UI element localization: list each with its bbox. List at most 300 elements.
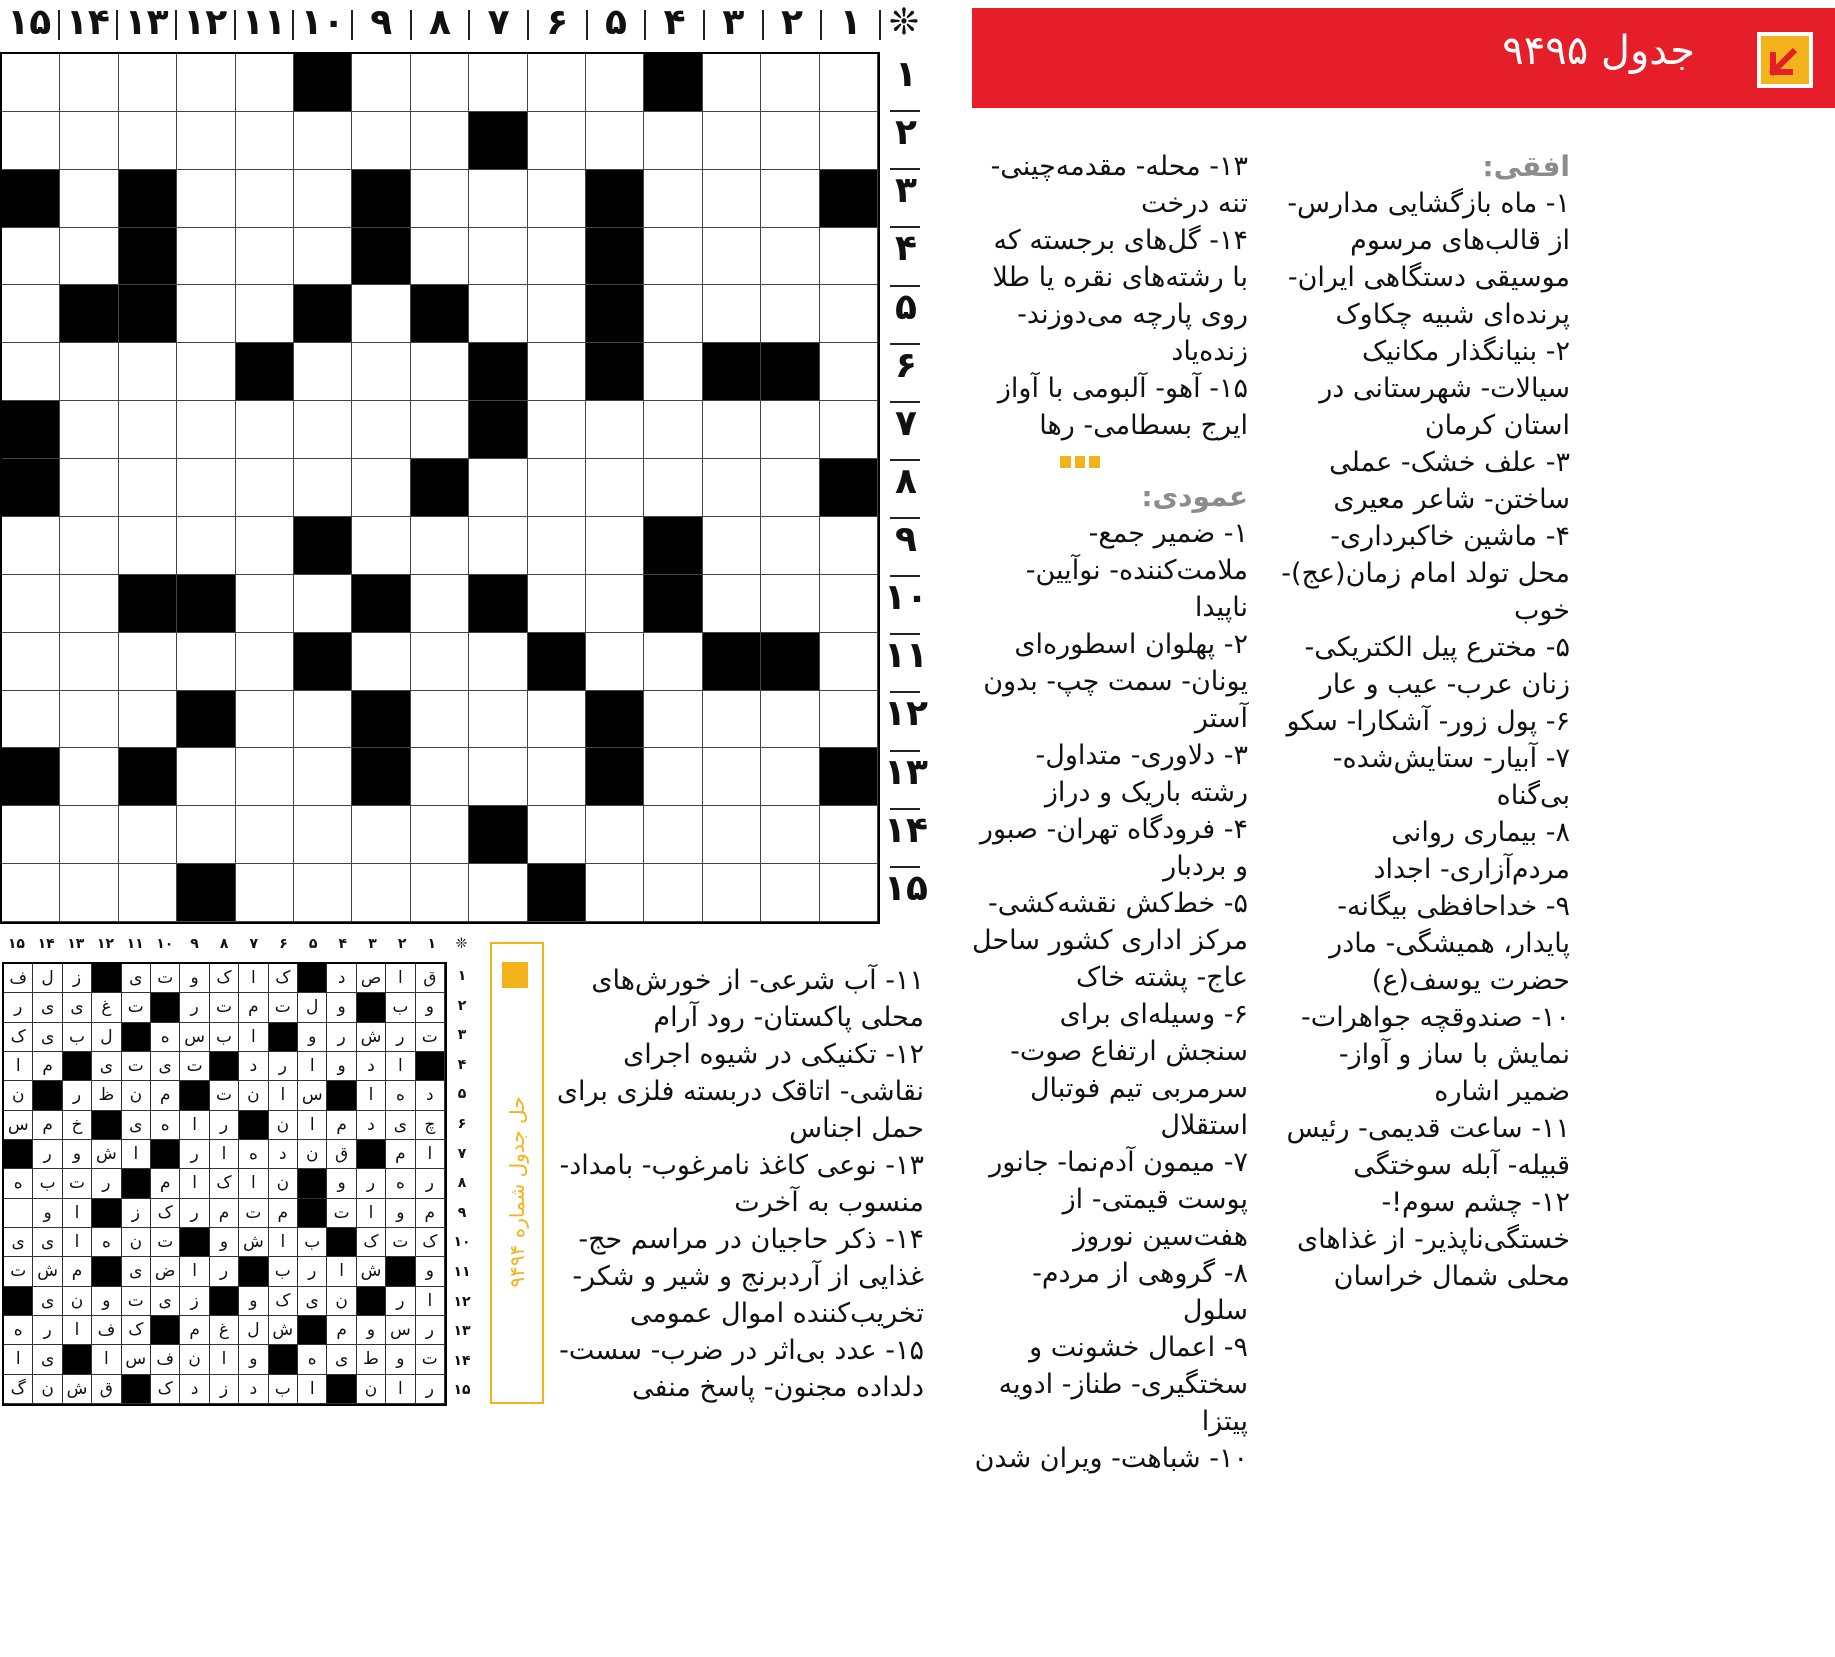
solution-cell: و [416,993,445,1022]
solution-cell: ن [239,1081,268,1110]
grid-cell[interactable] [820,401,878,459]
black-cell [352,228,410,286]
grid-cell[interactable] [2,864,60,922]
grid-cell[interactable] [60,691,118,749]
column-number: ۸ [219,936,229,952]
grid-cell[interactable] [703,575,761,633]
grid-cell[interactable] [586,459,644,517]
grid-cell[interactable] [2,517,60,575]
black-cell [703,633,761,691]
grid-cell[interactable] [528,517,586,575]
grid-cell[interactable] [411,517,469,575]
grid-cell[interactable] [703,170,761,228]
grid-cell[interactable] [352,343,410,401]
grid-cell[interactable] [469,285,527,343]
grid-cell[interactable] [528,228,586,286]
grid-cell[interactable] [411,54,469,112]
solution-black-cell [151,1140,180,1169]
grid-cell[interactable] [411,633,469,691]
grid-cell[interactable] [60,228,118,286]
grid-cell[interactable] [469,170,527,228]
solution-cell: ت [180,1052,209,1081]
grid-cell[interactable] [528,459,586,517]
black-cell [644,54,702,112]
grid-cell[interactable] [528,401,586,459]
black-cell [528,633,586,691]
grid-cell[interactable] [761,228,819,286]
grid-cell[interactable] [703,517,761,575]
solution-cell: ی [386,1111,415,1140]
solution-cell: م [33,1052,62,1081]
grid-cell[interactable] [761,459,819,517]
grid-cell[interactable] [703,691,761,749]
grid-cell[interactable] [411,806,469,864]
grid-cell[interactable] [119,343,177,401]
grid-cell[interactable] [469,54,527,112]
grid-cell[interactable] [177,170,235,228]
grid-cell[interactable] [528,285,586,343]
solution-black-cell [4,1287,33,1316]
row-number: ۱۰ [884,577,928,619]
grid-cell[interactable] [60,459,118,517]
grid-cell[interactable] [177,459,235,517]
grid-cell[interactable] [644,112,702,170]
grid-cell[interactable] [119,517,177,575]
grid-cell[interactable] [236,748,294,806]
grid-cell[interactable] [2,633,60,691]
grid-cell[interactable] [820,285,878,343]
grid-cell[interactable] [644,228,702,286]
grid-cell[interactable] [761,575,819,633]
grid-cell[interactable] [60,401,118,459]
grid-cell[interactable] [177,228,235,286]
black-cell [644,517,702,575]
solution-cell: ل [298,993,327,1022]
grid-cell[interactable] [236,517,294,575]
down-clue: ۷- میمون آدم‌نما- جانور پوست قیمتی- از هفت‌سین نوروز [989,1147,1248,1252]
grid-cell[interactable] [60,170,118,228]
grid-cell[interactable] [528,343,586,401]
solution-cell: ی [33,1287,62,1316]
grid-cell[interactable] [177,54,235,112]
solution-black-cell [180,1081,209,1110]
grid-cell[interactable] [352,459,410,517]
across-clue: ۸- بیماری روانی مردم‌آزاری- اجداد [1373,817,1570,885]
grid-cell[interactable] [703,228,761,286]
solution-cell: س [298,1081,327,1110]
solution-label: حل جدول شماره ۹۴۹۴ [505,1096,529,1288]
solution-cell: ا [180,1111,209,1140]
grid-cell[interactable] [586,112,644,170]
down-clue: ۴- فرودگاه تهران- صبور و بردبار [979,814,1248,882]
grid-cell[interactable] [411,864,469,922]
grid-cell[interactable] [119,54,177,112]
black-cell [119,748,177,806]
solution-cell: ا [180,1169,209,1198]
grid-cell[interactable] [761,517,819,575]
solution-cell: د [239,1375,268,1404]
grid-cell[interactable] [177,633,235,691]
grid-cell[interactable] [411,228,469,286]
grid-cell[interactable] [2,343,60,401]
grid-cell[interactable] [60,54,118,112]
solution-black-cell [180,1228,209,1257]
grid-cell[interactable] [352,517,410,575]
grid-cell[interactable] [703,748,761,806]
row-number: ۷ [457,1145,467,1162]
black-cell [236,343,294,401]
grid-cell[interactable] [119,691,177,749]
solution-cell: ن [33,1375,62,1404]
grid-cell[interactable] [586,633,644,691]
solution-black-cell [357,1287,386,1316]
grid-cell[interactable] [761,864,819,922]
newspaper-logo-icon [502,962,528,988]
solution-black-cell [327,1081,356,1110]
grid-cell[interactable] [703,112,761,170]
grid-cell[interactable] [352,112,410,170]
grid-cell[interactable] [644,343,702,401]
grid-cell[interactable] [411,401,469,459]
grid-cell[interactable] [60,343,118,401]
row-number: ۸ [895,460,917,502]
column-number: ۱۰ [156,936,174,952]
black-cell [469,112,527,170]
grid-cell[interactable] [119,401,177,459]
grid-cell[interactable] [528,806,586,864]
solution-cell: ت [239,1199,268,1228]
across-clue: ۱۵- آهو- آلبومی با آواز ایرج بسطامی- رها [997,373,1248,441]
solution-cell: ر [4,993,33,1022]
grid-cell[interactable] [119,112,177,170]
grid-cell[interactable] [469,228,527,286]
across-heading: افقی: [1482,150,1570,183]
solution-cell: ی [63,993,92,1022]
black-cell [2,401,60,459]
grid-cell[interactable] [528,748,586,806]
grid-cell[interactable] [411,343,469,401]
solution-cell: ی [92,1052,121,1081]
row-number: ۶ [457,1116,467,1132]
grid-cell[interactable] [644,285,702,343]
grid-cell[interactable] [411,170,469,228]
grid-cell[interactable] [469,633,527,691]
row-number: ۱۲ [453,1293,471,1310]
solution-cell: ا [298,1375,327,1404]
black-cell [177,864,235,922]
grid-cell[interactable] [236,633,294,691]
grid-cell[interactable] [644,864,702,922]
grid-cell[interactable] [60,112,118,170]
solution-cell: ب [269,1375,298,1404]
grid-cell[interactable] [177,517,235,575]
down-clue: ۱- ضمیر جمع- ملامت‌کننده- نوآیین- ناپیدا [1025,518,1248,623]
solution-cell: ک [269,964,298,993]
grid-cell[interactable] [2,112,60,170]
solution-black-cell [92,964,121,993]
black-cell [411,285,469,343]
solution-cell: ا [180,1257,209,1286]
solution-cell: س [386,1316,415,1345]
grid-cell[interactable] [528,54,586,112]
solution-cell: ش [239,1228,268,1257]
grid-cell[interactable] [586,864,644,922]
grid-cell[interactable] [60,748,118,806]
solution-cell: غ [92,993,121,1022]
grid-cell[interactable] [294,459,352,517]
row-number: ۵ [457,1086,467,1103]
grid-cell[interactable] [2,285,60,343]
grid-cell[interactable] [820,691,878,749]
grid-cell[interactable] [820,575,878,633]
across-clue: ۱۲- چشم سوم!- خستگی‌ناپذیر- از غذاهای محلی شمال خراسان [1296,1187,1570,1292]
black-cell [586,343,644,401]
column-number: ۱۲ [183,2,228,43]
grid-cell[interactable] [294,748,352,806]
solution-black-cell [210,1287,239,1316]
solution-cell: ش [33,1257,62,1286]
grid-cell[interactable] [177,806,235,864]
grid-cell[interactable] [411,112,469,170]
grid-cell[interactable] [469,459,527,517]
solution-cell: ک [210,1169,239,1198]
row-number: ۱۰ [453,1234,471,1251]
grid-cell[interactable] [236,112,294,170]
grid-cell[interactable] [119,633,177,691]
grid-cell[interactable] [294,170,352,228]
solution-cell: ک [269,1287,298,1316]
down-clue: ۱۲- تکنیکی در شیوه اجرای نقاشی- اتاقک دربسته فلزی برای حمل اجناس [556,1039,924,1144]
grid-cell[interactable] [352,54,410,112]
grid-cell[interactable] [411,691,469,749]
grid-cell[interactable] [820,112,878,170]
grid-cell[interactable] [236,285,294,343]
grid-cell[interactable] [119,806,177,864]
grid-cell[interactable] [294,806,352,864]
grid-cell[interactable] [294,228,352,286]
solution-cell: م [327,1316,356,1345]
grid-cell[interactable] [177,112,235,170]
grid-cell[interactable] [236,691,294,749]
grid-cell[interactable] [644,748,702,806]
grid-cell[interactable] [761,285,819,343]
grid-cell[interactable] [528,112,586,170]
grid-cell[interactable] [294,343,352,401]
black-cell [469,575,527,633]
grid-cell[interactable] [294,864,352,922]
solution-cell: ر [298,1257,327,1286]
grid-cell[interactable] [2,575,60,633]
solution-cell: ت [210,1081,239,1110]
grid-cell[interactable] [2,54,60,112]
column-number: ۱ [427,936,437,952]
grid-cell[interactable] [761,691,819,749]
solution-cell: ا [298,1052,327,1081]
solution-cell: ت [63,1169,92,1198]
solution-black-cell [4,1140,33,1169]
grid-cell[interactable] [820,517,878,575]
solution-cell: س [122,1345,151,1374]
grid-cell[interactable] [703,864,761,922]
grid-cell[interactable] [177,748,235,806]
grid-cell[interactable] [761,54,819,112]
grid-cell[interactable] [352,806,410,864]
grid-cell[interactable] [411,748,469,806]
grid-cell[interactable] [177,343,235,401]
across-clue: ۹- خداحافظی بیگانه- پایدار، همیشگی- مادر حضرت یوسف(ع) [1329,891,1570,996]
grid-cell[interactable] [703,54,761,112]
grid-cell[interactable] [236,54,294,112]
grid-cell[interactable] [119,459,177,517]
grid-cell[interactable] [2,806,60,864]
black-cell [469,401,527,459]
grid-cell[interactable] [820,228,878,286]
grid-cell[interactable] [761,170,819,228]
column-number: ۷ [249,936,259,952]
grid-cell[interactable] [586,575,644,633]
grid-cell[interactable] [236,806,294,864]
grid-cell[interactable] [586,54,644,112]
grid-cell[interactable] [469,748,527,806]
grid-cell[interactable] [528,170,586,228]
grid-cell[interactable] [294,401,352,459]
grid-cell[interactable] [703,285,761,343]
grid-cell[interactable] [469,517,527,575]
grid-cell[interactable] [236,228,294,286]
solution-cell: ا [92,1345,121,1374]
grid-cell[interactable] [644,691,702,749]
grid-cell[interactable] [644,633,702,691]
solution-black-cell [327,1228,356,1257]
grid-cell[interactable] [294,691,352,749]
solution-cell: ر [33,1140,62,1169]
grid-cell[interactable] [294,575,352,633]
grid-cell[interactable] [352,633,410,691]
grid-cell[interactable] [2,691,60,749]
row-number: ۳ [895,170,917,212]
solution-cell: و [327,993,356,1022]
solution-cell: ی [33,1023,62,1052]
down-clue: ۱۴- ذکر حاجیان در مراسم حج- غذایی از آردبرنج و شیر و شکر- تخریب‌کننده اموال عمومی [572,1224,924,1329]
solution-cell: ی [33,1345,62,1374]
column-number: ۸ [428,2,451,43]
grid-cell[interactable] [703,459,761,517]
grid-cell[interactable] [294,112,352,170]
grid-cell[interactable] [352,864,410,922]
solution-black-cell [122,1375,151,1404]
grid-cell[interactable] [177,285,235,343]
solution-cell: ا [63,1228,92,1257]
solution-cell: ی [122,1257,151,1286]
grid-cell[interactable] [761,112,819,170]
grid-cell[interactable] [820,633,878,691]
solution-cell: ر [269,1052,298,1081]
row-number: ۹ [895,519,917,561]
solution-black-cell [357,993,386,1022]
solution-cell: ا [327,1257,356,1286]
solution-cell: ت [386,1228,415,1257]
grid-cell[interactable] [761,806,819,864]
grid-cell[interactable] [644,401,702,459]
row-number: ۸ [457,1175,467,1192]
grid-cell[interactable] [236,864,294,922]
solution-cell: ت [4,1257,33,1286]
solution-cell: ن [269,1169,298,1198]
grid-cell[interactable] [411,575,469,633]
grid-cell[interactable] [820,343,878,401]
grid-cell[interactable] [352,285,410,343]
grid-cell[interactable] [528,691,586,749]
grid-cell[interactable] [119,864,177,922]
solution-cell: ک [122,1316,151,1345]
grid-cell[interactable] [236,575,294,633]
grid-cell[interactable] [60,806,118,864]
grid-cell[interactable] [820,54,878,112]
grid-cell[interactable] [60,864,118,922]
grid-cell[interactable] [761,748,819,806]
grid-cell[interactable] [2,228,60,286]
black-cell [469,343,527,401]
solution-cell: م [33,1111,62,1140]
solution-cell: و [357,1316,386,1345]
grid-cell[interactable] [586,806,644,864]
down-clue: ۹- اعمال خشونت و سختگیری- طناز- ادویه پیتزا [998,1332,1248,1437]
solution-cell: ک [357,1228,386,1257]
grid-cell[interactable] [528,575,586,633]
solution-cell: ر [92,1169,121,1198]
grid-cell[interactable] [586,517,644,575]
solution-cell: ی [122,964,151,993]
solution-black-cell [327,1375,356,1404]
solution-cell: ن [298,1140,327,1169]
solution-cell: ش [92,1140,121,1169]
grid-cell[interactable] [644,806,702,864]
solution-cell: د [239,1052,268,1081]
row-number: ۱۵ [453,1382,471,1399]
grid-cell[interactable] [236,459,294,517]
grid-cell[interactable] [469,864,527,922]
grid-cell[interactable] [236,401,294,459]
grid-cell[interactable] [469,691,527,749]
column-number: ۶ [279,936,288,952]
grid-cell[interactable] [586,401,644,459]
grid-cell[interactable] [644,459,702,517]
grid-cell[interactable] [60,517,118,575]
grid-cell[interactable] [177,401,235,459]
across-clue: ۳- علف خشک- عملی ساختن- شاعر معیری [1329,447,1570,515]
grid-cell[interactable] [703,401,761,459]
solution-cell: د [327,964,356,993]
grid-cell[interactable] [820,864,878,922]
grid-cell[interactable] [236,170,294,228]
solution-cell: ش [357,1257,386,1286]
grid-cell[interactable] [60,633,118,691]
solution-cell: و [210,1228,239,1257]
solution-black-cell [239,1111,268,1140]
black-cell [2,748,60,806]
solution-cell: ه [4,1169,33,1198]
grid-cell[interactable] [761,401,819,459]
solution-cell: ض [151,1257,180,1286]
grid-cell[interactable] [352,401,410,459]
grid-cell[interactable] [644,170,702,228]
solution-cell: د [416,1081,445,1110]
grid-cell[interactable] [60,575,118,633]
row-number: ۱۱ [884,635,928,677]
grid-cell[interactable] [820,806,878,864]
black-cell [119,170,177,228]
grid-cell[interactable] [703,806,761,864]
